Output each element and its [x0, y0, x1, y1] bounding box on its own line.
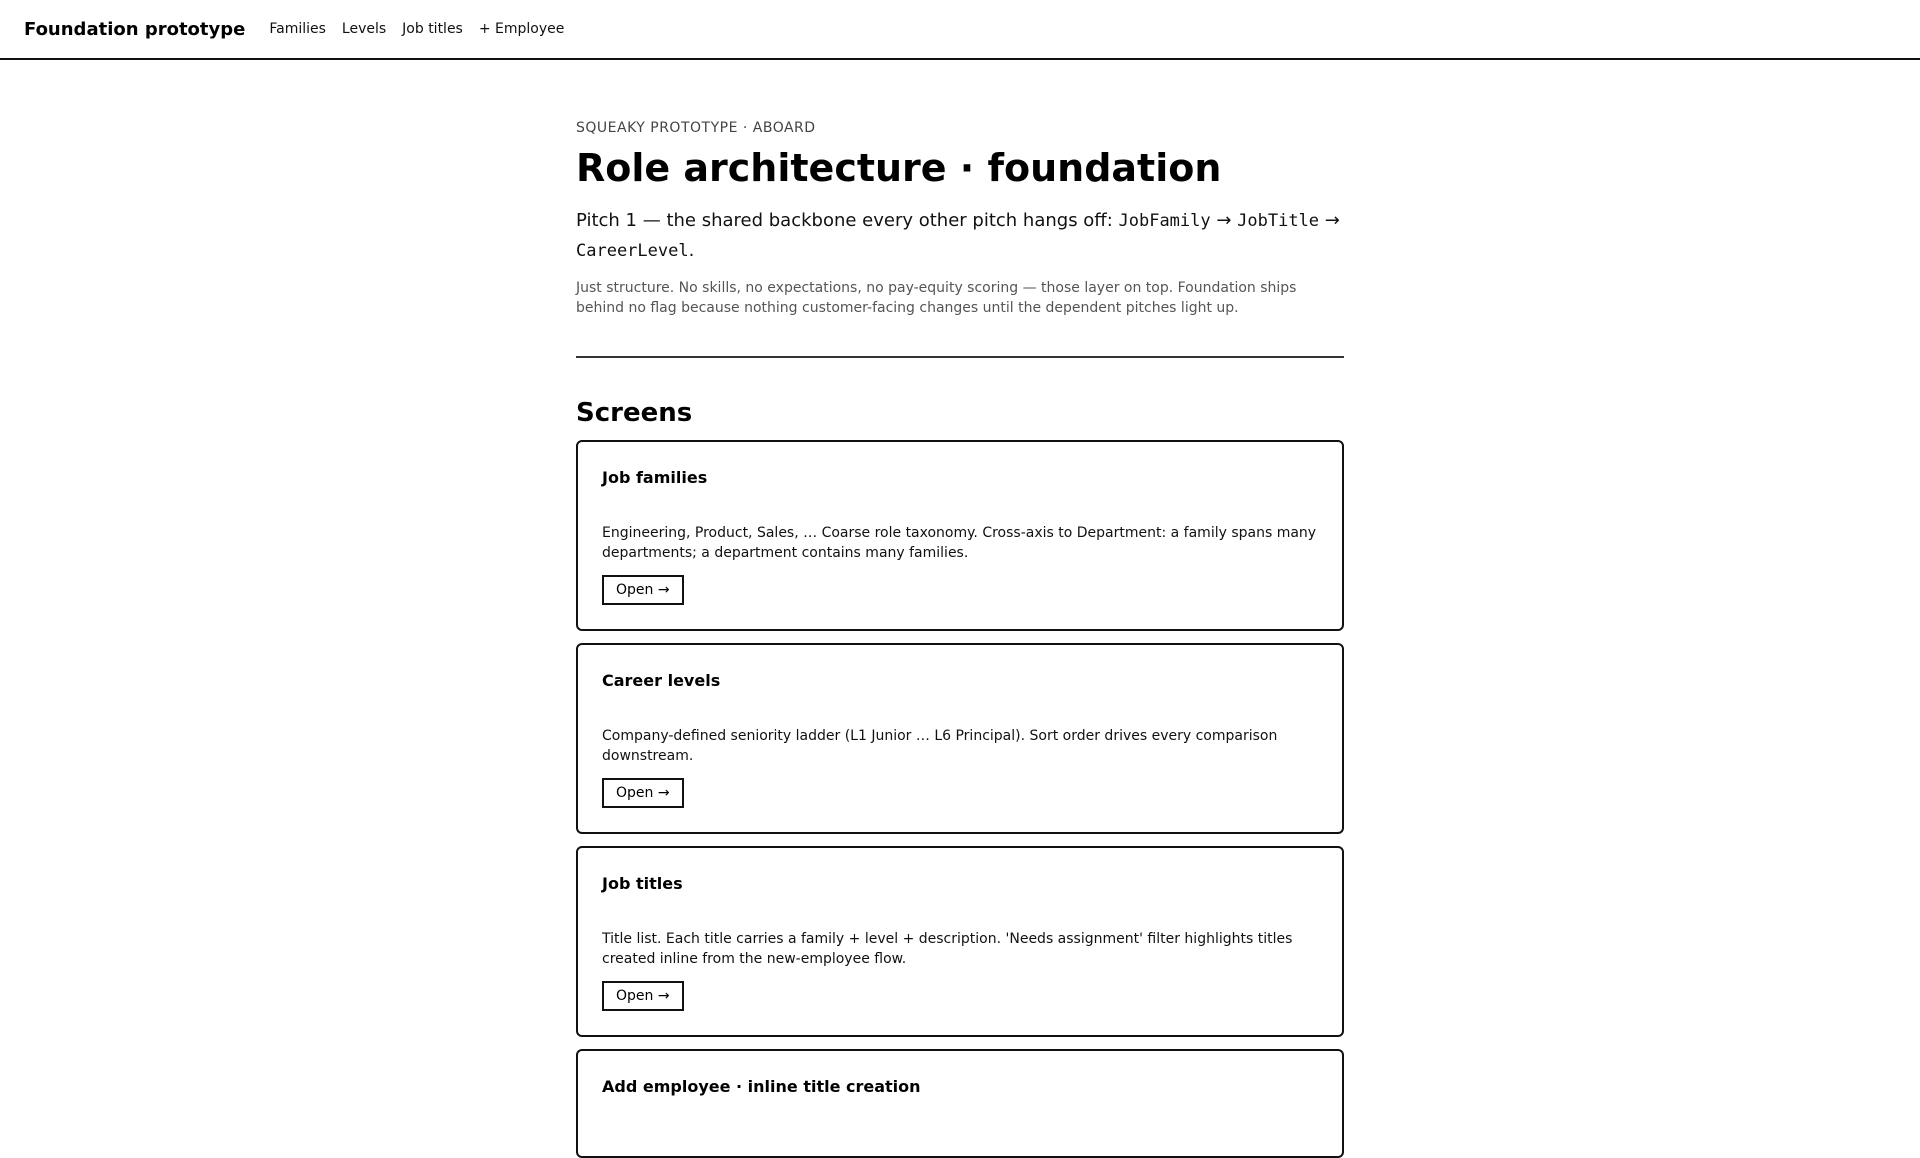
card-description: Engineering, Product, Sales, … Coarse role taxonomy. Cross-axis to Department: a family spans many departments; a department contains many families. [602, 525, 1317, 561]
screen-card-add-employee [576, 1049, 1344, 1158]
open-career-levels-button[interactable]: Open → [602, 778, 684, 808]
brand-title[interactable]: Foundation prototype [24, 18, 246, 40]
pitch-code-jobtitle: JobTitle [1237, 211, 1320, 231]
pitch-summary [576, 206, 1344, 266]
open-job-families-button[interactable]: Open → [602, 575, 684, 605]
card-title: Job families [602, 468, 708, 487]
card-title: Job titles [602, 874, 683, 893]
card-title: Add employee · inline title creation [602, 1077, 921, 1096]
eyebrow-label: SQUEAKY PROTOTYPE · ABOARD [576, 120, 816, 136]
nav-link-levels[interactable]: Levels [341, 21, 387, 37]
pitch-code-jobfamily: JobFamily [1118, 211, 1211, 231]
pitch-arrow: → [1319, 210, 1340, 231]
nav-link-families[interactable]: Families [269, 21, 326, 37]
top-nav-bar [0, 0, 1920, 60]
main-content [576, 60, 1344, 1158]
pitch-note: Just structure. No skills, no expectations, no pay-equity scoring — those layer on top. Foundation ships behind no flag because nothing customer-facing changes until the dependent pitches light up. [576, 280, 1297, 316]
screens-heading: Screens [576, 398, 693, 428]
card-description: Company-defined seniority ladder (L1 Junior … L6 Principal). Sort order drives every comparison downstream. [602, 728, 1278, 764]
section-divider [576, 356, 1344, 358]
pitch-suffix: . [688, 240, 695, 261]
page-title: Role architecture · foundation [576, 146, 1222, 190]
screen-card-career-levels [576, 643, 1344, 834]
card-title: Career levels [602, 671, 721, 690]
screen-card-job-titles [576, 846, 1344, 1037]
nav-link-add-employee[interactable]: + Employee [478, 21, 565, 37]
card-description: Title list. Each title carries a family + level + description. 'Needs assignment' filter highlights titles created inline from the new-employee flow. [602, 931, 1293, 967]
pitch-arrow: → [1210, 210, 1238, 231]
pitch-code-careerlevel: CareerLevel [576, 241, 689, 261]
open-job-titles-button[interactable]: Open → [602, 981, 684, 1011]
pitch-prefix: Pitch 1 — the shared backbone every other pitch hangs off: [576, 210, 1119, 231]
nav-link-job-titles[interactable]: Job titles [402, 21, 463, 37]
screen-card-job-families [576, 440, 1344, 631]
